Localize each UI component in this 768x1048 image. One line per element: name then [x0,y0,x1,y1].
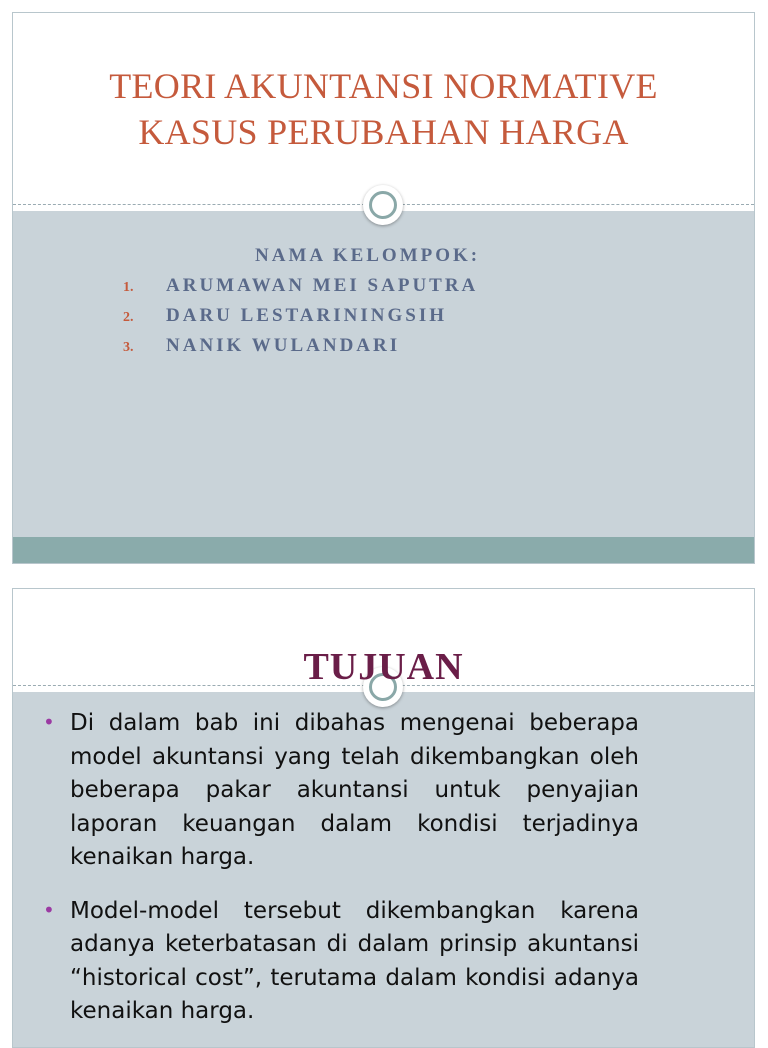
bullet-dot-icon: • [43,710,55,734]
slide-heading: TUJUAN [303,646,464,688]
list-number: 3. [123,340,134,355]
title-line-2: KASUS PERUBAHAN HARGA [138,112,629,152]
members-heading: NAMA KELOMPOK: [255,245,481,266]
bullet-text: Model-model tersebut dikembangkan karena adanya keterbatasan di dalam prinsip akuntansi “historical cost”, terutama dalam kondisi adanya kenaikan harga. [70,897,639,1024]
list-item [123,271,480,301]
list-number: 1. [123,280,134,295]
bullet-list [43,707,639,1048]
title-area [13,13,754,205]
bullet-dot-icon: • [43,897,55,922]
list-number: 2. [123,310,134,325]
list-item [123,301,480,331]
bullet-text: Di dalam bab ini dibahas mengenai beberapa model akuntansi yang telah dikembangkan oleh beberapa pakar akuntansi untuk penyajian laporan keuangan dalam kondisi terjadinya kenaikan harga. [70,710,639,870]
member-name: DARU LESTARININGSIH [166,305,448,326]
slide-tujuan [12,588,755,1048]
member-name: ARUMAWAN MEI SAPUTRA [166,275,479,296]
title-line-1: TEORI AKUNTANSI NORMATIVE [109,66,658,106]
slide-title-text [109,63,658,155]
list-item [123,331,480,361]
ring-ornament-icon [363,185,403,225]
bullet-item [43,895,639,1029]
bullet-item [43,707,639,875]
slide-title [12,12,755,564]
member-name: NANIK WULANDARI [166,335,401,356]
footer-bar [13,537,754,563]
members-list [123,241,480,361]
